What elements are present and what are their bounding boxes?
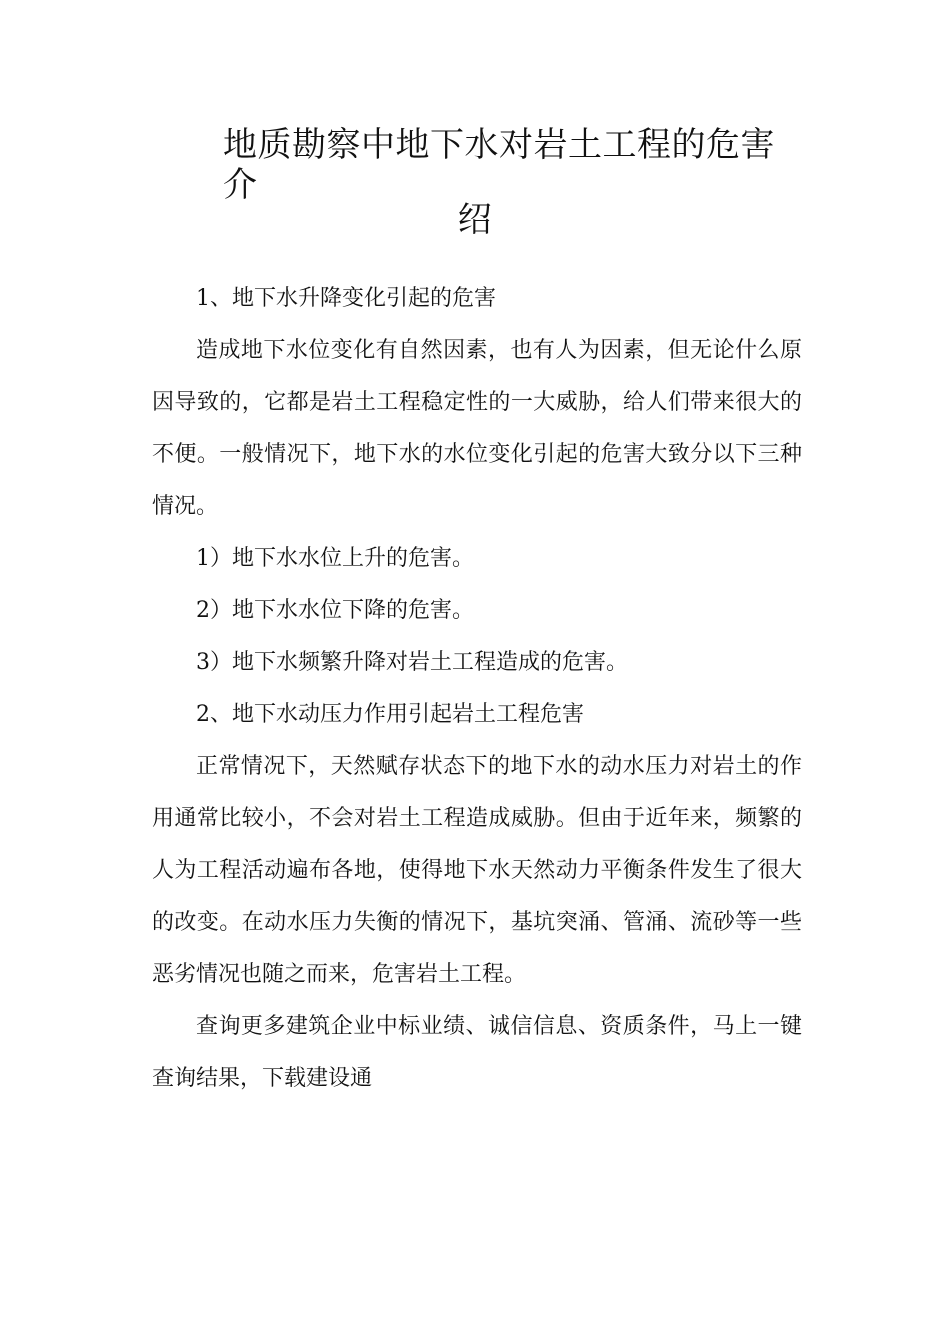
section-heading-2: 2、地下水动压力作用引起岩土工程危害 — [196, 702, 584, 727]
document-title-line-1: 地质勘察中地下水对岩土工程的危害介 — [223, 125, 775, 205]
section-heading-1: 1、地下水升降变化引起的危害 — [196, 286, 496, 311]
paragraph-promo: 查询更多建筑企业中标业绩、诚信信息、资质条件，马上一键查询结果，下载建设通 — [152, 1014, 802, 1091]
paragraph-dynamic-pressure: 正常情况下，天然赋存状态下的地下水的动水压力对岩土的作用通常比较小，不会对岩土工程造成威胁。但由于近年来，频繁的人为工程活动遍布各地，使得地下水天然动力平衡条件发生了很大的改变。在动水压力失衡的情况下，基坑突涌、管涌、流砂等一些恶劣情况也随之而来，危害岩土工程。 — [152, 754, 802, 987]
list-item-1: 1）地下水水位上升的危害。 — [196, 546, 474, 571]
paragraph-water-level-change: 造成地下水位变化有自然因素，也有人为因素，但无论什么原因导致的，它都是岩土工程稳定性的一大威胁，给人们带来很大的不便。一般情况下，地下水的水位变化引起的危害大致分以下三种情况。 — [152, 338, 802, 519]
list-item-2: 2）地下水水位下降的危害。 — [196, 598, 474, 623]
list-item-3: 3）地下水频繁升降对岩土工程造成的危害。 — [196, 650, 628, 675]
document-title-line-2: 绍 — [457, 200, 493, 240]
document-body — [152, 273, 802, 1105]
